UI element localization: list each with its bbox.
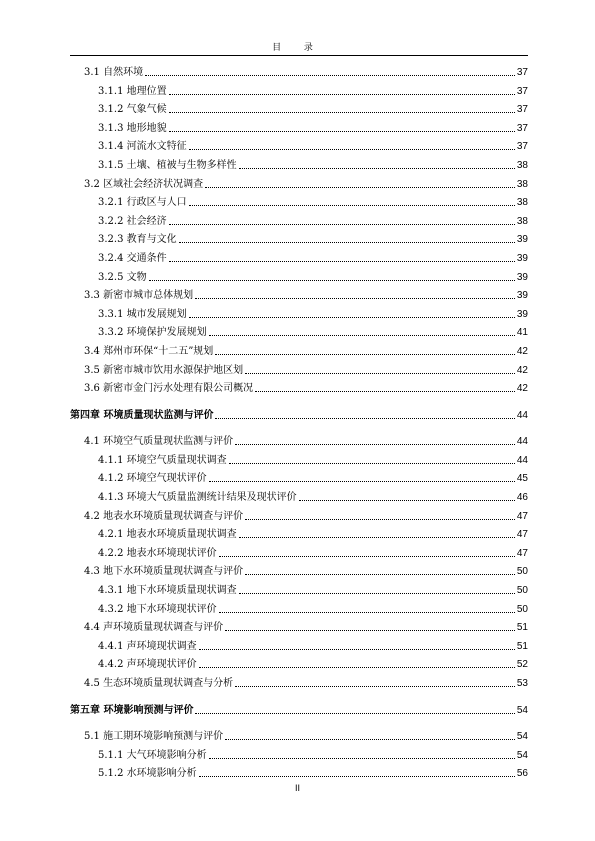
- toc-entry[interactable]: [70, 80, 528, 98]
- toc-chapter-entry[interactable]: [70, 404, 528, 422]
- dot-leader: [189, 149, 515, 150]
- toc-entry[interactable]: [70, 228, 528, 246]
- toc-entry-label: 4.2.2 地表水环境现状评价: [98, 547, 217, 559]
- toc-entry-page: 38: [516, 160, 528, 171]
- toc-entry-label: 4.5 生态环境质量现状调查与分析: [84, 678, 234, 689]
- toc-entry-page: 37: [516, 122, 528, 134]
- dot-leader: [209, 335, 515, 336]
- toc-entry-page: 39: [516, 308, 528, 320]
- toc-entry[interactable]: [70, 744, 528, 762]
- toc-entry-label: 第四章 环境质量现状监测与评价: [70, 409, 214, 421]
- toc-entry-page: 37: [516, 104, 528, 116]
- toc-entry-label: 3.2.5 文物: [98, 271, 147, 283]
- toc-entry-label: 3.2.2 社会经济: [98, 215, 167, 227]
- toc-entry[interactable]: [70, 635, 528, 653]
- dot-leader: [199, 776, 515, 777]
- toc-entry-page: 45: [516, 473, 528, 485]
- toc-entry-label: 3.1.5 土壤、植被与生物多样性: [98, 160, 237, 171]
- dot-leader: [209, 481, 515, 482]
- toc-entry-page: 50: [516, 585, 528, 596]
- toc-entry-page: 54: [516, 749, 528, 761]
- toc-entry-page: 54: [516, 731, 528, 742]
- dot-leader: [225, 739, 515, 740]
- toc-entry[interactable]: [70, 579, 528, 597]
- dot-leader: [245, 519, 515, 520]
- dot-leader: [169, 112, 515, 113]
- toc-entry[interactable]: [70, 598, 528, 616]
- toc-entry-page: 47: [516, 510, 528, 522]
- toc-entry[interactable]: [70, 560, 528, 578]
- toc-entry-page: 44: [516, 436, 528, 448]
- toc-entry-page: 38: [516, 215, 528, 227]
- toc-entry[interactable]: [70, 303, 528, 321]
- toc-entry-label: 3.3 新密市城市总体规划: [84, 290, 194, 302]
- dot-leader: [239, 593, 515, 594]
- toc-entry-label: 第五章 环境影响预测与评价: [70, 704, 194, 716]
- toc-entry-page: 41: [516, 327, 528, 339]
- toc-entry-page: 39: [516, 271, 528, 283]
- toc-chapter-entry[interactable]: [70, 699, 528, 717]
- dot-leader: [239, 537, 515, 538]
- toc-entry-label: 4.4.2 声环境现状评价: [98, 659, 197, 671]
- toc-entry[interactable]: [70, 135, 528, 153]
- toc-entry-label: 4.2.1 地表水环境质量现状调查: [98, 529, 237, 541]
- toc-entry-page: 44: [516, 454, 528, 466]
- dot-leader: [169, 94, 515, 95]
- dot-leader: [245, 574, 515, 575]
- toc-entry-page: 42: [516, 346, 528, 357]
- toc-entry-page: 39: [516, 234, 528, 246]
- page-header-title: 目 录: [272, 43, 323, 53]
- dot-leader: [199, 649, 515, 650]
- toc-entry-label: 3.1.3 地形地貌: [98, 122, 167, 134]
- toc-entry-page: 46: [516, 492, 528, 503]
- dot-leader: [189, 317, 515, 318]
- toc-entry[interactable]: [70, 359, 528, 377]
- dot-leader: [145, 75, 515, 76]
- toc-entry-page: 39: [516, 253, 528, 264]
- toc-entry-page: 50: [516, 566, 528, 578]
- toc-entry-page: 38: [516, 178, 528, 190]
- dot-leader: [195, 713, 514, 714]
- toc-entry[interactable]: [70, 725, 528, 743]
- dot-leader: [149, 280, 515, 281]
- toc-entry[interactable]: [70, 672, 528, 690]
- dot-leader: [195, 298, 515, 299]
- toc-entry-page: 37: [516, 141, 528, 153]
- toc-entry-label: 3.4 郑州市环保“十二五”规划: [84, 346, 214, 357]
- toc-entry-label: 3.1.4 河流水文特征: [98, 141, 187, 153]
- toc-entry[interactable]: [70, 542, 528, 560]
- toc-entry[interactable]: [70, 340, 528, 358]
- dot-leader: [205, 187, 515, 188]
- toc-entry-label: 4.3.2 地下水环境现状评价: [98, 603, 217, 615]
- toc-entry-label: 4.3.1 地下水环境质量现状调查: [98, 585, 237, 596]
- dot-leader: [219, 556, 515, 557]
- toc-entry[interactable]: [70, 449, 528, 467]
- toc-entry[interactable]: [70, 523, 528, 541]
- toc-entry-page: 51: [516, 640, 528, 652]
- toc-entry-label: 3.2.3 教育与文化: [98, 234, 177, 246]
- toc-entry-label: 5.1 施工期环境影响预测与评价: [84, 731, 224, 742]
- toc-entry-page: 47: [516, 547, 528, 559]
- toc-entry-page: 42: [516, 383, 528, 395]
- toc-entry[interactable]: [70, 653, 528, 671]
- toc-entry-page: 52: [516, 659, 528, 671]
- toc-entry[interactable]: [70, 117, 528, 135]
- toc-entry-page: 42: [516, 364, 528, 376]
- dot-leader: [255, 391, 515, 392]
- toc-entry-label: 3.1.2 气象气候: [98, 104, 167, 116]
- toc-entry-page: 50: [516, 603, 528, 615]
- dot-leader: [209, 758, 515, 759]
- toc-entry-page: 51: [516, 622, 528, 634]
- dot-leader: [215, 354, 515, 355]
- page-number: II: [294, 783, 300, 793]
- toc-entry[interactable]: [70, 430, 528, 448]
- dot-leader: [169, 131, 515, 132]
- toc-entry-label: 3.1 自然环境: [84, 67, 144, 78]
- toc-entry-label: 4.2 地表水环境质量现状调查与评价: [84, 510, 244, 522]
- toc-entry-page: 38: [516, 197, 528, 209]
- toc-entry[interactable]: [70, 505, 528, 523]
- toc-entry-label: 3.3.2 环境保护发展规划: [98, 327, 207, 339]
- toc-entry-label: 4.1.1 环境空气质量现状调查: [98, 454, 227, 466]
- dot-leader: [169, 224, 515, 225]
- toc-entry[interactable]: [70, 467, 528, 485]
- dot-leader: [229, 463, 515, 464]
- dot-leader: [169, 261, 515, 262]
- header-divider: [70, 55, 528, 56]
- dot-leader: [299, 500, 515, 501]
- dot-leader: [179, 242, 515, 243]
- toc-entry-label: 3.6 新密市金门污水处理有限公司概况: [84, 383, 254, 395]
- toc-entry-label: 3.2 区域社会经济状况调查: [84, 178, 204, 190]
- toc-entry[interactable]: [70, 154, 528, 172]
- toc-entry[interactable]: [70, 61, 528, 79]
- dot-leader: [235, 444, 515, 445]
- dot-leader: [235, 686, 515, 687]
- toc-entry-page: 47: [516, 529, 528, 541]
- toc-entry-label: 3.1.1 地理位置: [98, 85, 167, 97]
- toc-entry-label: 4.1.2 环境空气现状评价: [98, 473, 207, 485]
- toc-entry-label: 4.1 环境空气质量现状监测与评价: [84, 436, 234, 448]
- toc-entry-label: 4.1.3 环境大气质量监测统计结果及现状评价: [98, 492, 297, 503]
- toc-entry[interactable]: [70, 247, 528, 265]
- toc-entry[interactable]: [70, 762, 528, 780]
- toc-entry-label: 5.1.2 水环境影响分析: [98, 768, 197, 780]
- toc-entry-label: 3.2.1 行政区与人口: [98, 197, 187, 209]
- toc-entry[interactable]: [70, 377, 528, 395]
- toc-entry-label: 4.3 地下水环境质量现状调查与评价: [84, 566, 244, 578]
- dot-leader: [245, 373, 515, 374]
- toc-entry[interactable]: [70, 173, 528, 191]
- toc-entry-page: 37: [516, 67, 528, 78]
- toc-entry-label: 4.4 声环境质量现状调查与评价: [84, 622, 224, 634]
- toc-entry[interactable]: [70, 266, 528, 284]
- toc-entry-page: 39: [516, 290, 528, 302]
- dot-leader: [225, 630, 515, 631]
- toc-entry-label: 4.4.1 声环境现状调查: [98, 640, 197, 652]
- toc-entry-page: 44: [516, 409, 528, 421]
- toc-entry-label: 3.5 新密市城市饮用水源保护地区划: [84, 364, 244, 376]
- toc-entry[interactable]: [70, 284, 528, 302]
- dot-leader: [199, 667, 515, 668]
- toc-entry-label: 3.3.1 城市发展规划: [98, 308, 187, 320]
- toc-entry-page: 56: [516, 768, 528, 780]
- toc-entry[interactable]: [70, 321, 528, 339]
- toc-entry-page: 54: [516, 704, 528, 716]
- toc-entry[interactable]: [70, 616, 528, 634]
- toc-entry[interactable]: [70, 98, 528, 116]
- toc-entry[interactable]: [70, 486, 528, 504]
- toc-entry[interactable]: [70, 210, 528, 228]
- dot-leader: [239, 168, 515, 169]
- toc-entry-page: 53: [516, 678, 528, 689]
- toc-entry[interactable]: [70, 191, 528, 209]
- toc-entry-page: 37: [516, 85, 528, 97]
- dot-leader: [189, 205, 515, 206]
- dot-leader: [215, 418, 514, 419]
- toc-entry-label: 5.1.1 大气环境影响分析: [98, 749, 207, 761]
- dot-leader: [219, 612, 515, 613]
- toc-entry-label: 3.2.4 交通条件: [98, 253, 167, 264]
